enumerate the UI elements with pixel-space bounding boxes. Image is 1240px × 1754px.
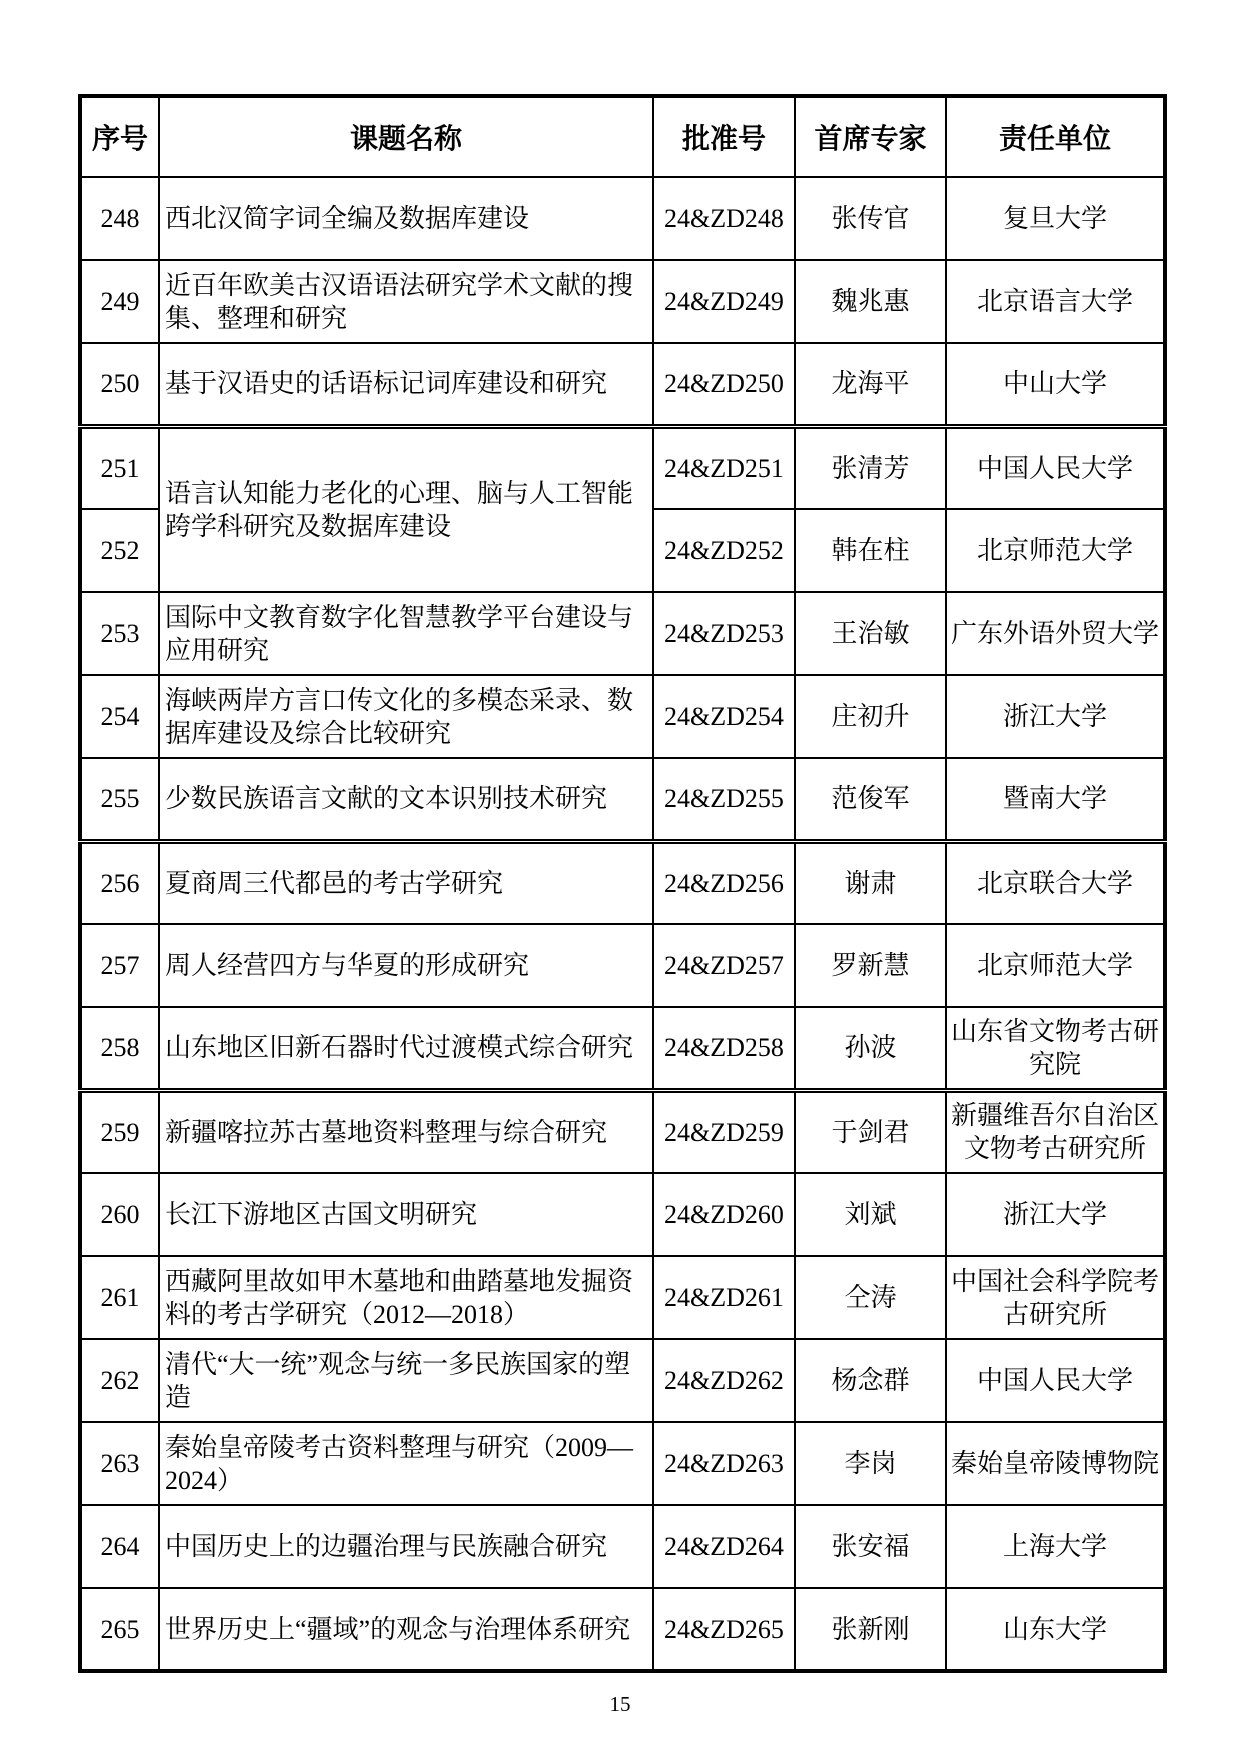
cell-grant-number: 24&ZD248 — [653, 177, 795, 260]
cell-chief-expert: 龙海平 — [795, 343, 946, 426]
cell-responsible-org: 浙江大学 — [946, 1173, 1165, 1256]
cell-grant-number: 24&ZD259 — [653, 1090, 795, 1173]
cell-responsible-org: 北京师范大学 — [946, 509, 1165, 592]
header-responsible-org: 责任单位 — [946, 96, 1165, 177]
cell-serial-number: 260 — [80, 1173, 159, 1256]
cell-grant-number: 24&ZD262 — [653, 1339, 795, 1422]
header-project-title: 课题名称 — [159, 96, 653, 177]
cell-responsible-org: 中国人民大学 — [946, 1339, 1165, 1422]
cell-serial-number: 249 — [80, 260, 159, 343]
cell-grant-number: 24&ZD255 — [653, 758, 795, 841]
cell-project-title: 周人经营四方与华夏的形成研究 — [159, 924, 653, 1007]
grant-project-table — [78, 94, 1167, 1673]
table-row — [80, 675, 1165, 758]
cell-serial-number: 256 — [80, 841, 159, 924]
cell-responsible-org: 暨南大学 — [946, 758, 1165, 841]
cell-serial-number: 253 — [80, 592, 159, 675]
cell-responsible-org: 北京语言大学 — [946, 260, 1165, 343]
table-row — [80, 1505, 1165, 1588]
cell-serial-number: 263 — [80, 1422, 159, 1505]
table-row — [80, 758, 1165, 841]
cell-project-title: 西北汉简字词全编及数据库建设 — [159, 177, 653, 260]
table-row — [80, 1256, 1165, 1339]
cell-grant-number: 24&ZD249 — [653, 260, 795, 343]
cell-project-title: 语言认知能力老化的心理、脑与人工智能跨学科研究及数据库建设 — [159, 426, 653, 592]
cell-chief-expert: 张清芳 — [795, 426, 946, 509]
cell-project-title: 清代“大一统”观念与统一多民族国家的塑造 — [159, 1339, 653, 1422]
table-body — [80, 177, 1165, 1671]
cell-chief-expert: 刘斌 — [795, 1173, 946, 1256]
cell-chief-expert: 仝涛 — [795, 1256, 946, 1339]
cell-responsible-org: 新疆维吾尔自治区文物考古研究所 — [946, 1090, 1165, 1173]
cell-responsible-org: 中国人民大学 — [946, 426, 1165, 509]
cell-chief-expert: 谢肃 — [795, 841, 946, 924]
cell-serial-number: 257 — [80, 924, 159, 1007]
table-row — [80, 924, 1165, 1007]
cell-chief-expert: 李岗 — [795, 1422, 946, 1505]
cell-project-title: 山东地区旧新石器时代过渡模式综合研究 — [159, 1007, 653, 1090]
cell-project-title: 世界历史上“疆域”的观念与治理体系研究 — [159, 1588, 653, 1671]
cell-chief-expert: 张传官 — [795, 177, 946, 260]
header-serial-number: 序号 — [80, 96, 159, 177]
table-row — [80, 1339, 1165, 1422]
cell-project-title: 基于汉语史的话语标记词库建设和研究 — [159, 343, 653, 426]
cell-chief-expert: 张安福 — [795, 1505, 946, 1588]
cell-grant-number: 24&ZD257 — [653, 924, 795, 1007]
cell-grant-number: 24&ZD251 — [653, 426, 795, 509]
cell-grant-number: 24&ZD250 — [653, 343, 795, 426]
cell-grant-number: 24&ZD261 — [653, 1256, 795, 1339]
cell-grant-number: 24&ZD265 — [653, 1588, 795, 1671]
cell-serial-number: 259 — [80, 1090, 159, 1173]
table-row — [80, 343, 1165, 426]
cell-grant-number: 24&ZD256 — [653, 841, 795, 924]
cell-project-title: 新疆喀拉苏古墓地资料整理与综合研究 — [159, 1090, 653, 1173]
table-row — [80, 1007, 1165, 1090]
cell-responsible-org: 上海大学 — [946, 1505, 1165, 1588]
cell-responsible-org: 中国社会科学院考古研究所 — [946, 1256, 1165, 1339]
table-row — [80, 260, 1165, 343]
cell-serial-number: 258 — [80, 1007, 159, 1090]
cell-grant-number: 24&ZD264 — [653, 1505, 795, 1588]
cell-grant-number: 24&ZD258 — [653, 1007, 795, 1090]
cell-chief-expert: 罗新慧 — [795, 924, 946, 1007]
cell-project-title: 长江下游地区古国文明研究 — [159, 1173, 653, 1256]
table-row — [80, 1588, 1165, 1671]
header-chief-expert: 首席专家 — [795, 96, 946, 177]
cell-grant-number: 24&ZD254 — [653, 675, 795, 758]
cell-responsible-org: 北京师范大学 — [946, 924, 1165, 1007]
table-header — [80, 96, 1165, 177]
cell-serial-number: 252 — [80, 509, 159, 592]
cell-responsible-org: 山东大学 — [946, 1588, 1165, 1671]
cell-grant-number: 24&ZD260 — [653, 1173, 795, 1256]
cell-serial-number: 254 — [80, 675, 159, 758]
cell-chief-expert: 韩在柱 — [795, 509, 946, 592]
table-row — [80, 1173, 1165, 1256]
cell-serial-number: 255 — [80, 758, 159, 841]
cell-project-title: 中国历史上的边疆治理与民族融合研究 — [159, 1505, 653, 1588]
cell-responsible-org: 北京联合大学 — [946, 841, 1165, 924]
page-number: 15 — [609, 1692, 631, 1716]
cell-chief-expert: 范俊军 — [795, 758, 946, 841]
cell-serial-number: 262 — [80, 1339, 159, 1422]
cell-serial-number: 250 — [80, 343, 159, 426]
cell-responsible-org: 复旦大学 — [946, 177, 1165, 260]
cell-serial-number: 251 — [80, 426, 159, 509]
cell-chief-expert: 孙波 — [795, 1007, 946, 1090]
header-row — [80, 96, 1165, 177]
cell-responsible-org: 广东外语外贸大学 — [946, 592, 1165, 675]
cell-responsible-org: 浙江大学 — [946, 675, 1165, 758]
cell-chief-expert: 魏兆惠 — [795, 260, 946, 343]
cell-chief-expert: 王治敏 — [795, 592, 946, 675]
table-row — [80, 426, 1165, 509]
cell-project-title: 海峡两岸方言口传文化的多模态采录、数据库建设及综合比较研究 — [159, 675, 653, 758]
cell-project-title: 秦始皇帝陵考古资料整理与研究（2009—2024） — [159, 1422, 653, 1505]
cell-project-title: 西藏阿里故如甲木墓地和曲踏墓地发掘资料的考古学研究（2012—2018） — [159, 1256, 653, 1339]
cell-responsible-org: 中山大学 — [946, 343, 1165, 426]
cell-grant-number: 24&ZD252 — [653, 509, 795, 592]
table-row — [80, 841, 1165, 924]
header-grant-number: 批准号 — [653, 96, 795, 177]
cell-chief-expert: 庄初升 — [795, 675, 946, 758]
cell-serial-number: 248 — [80, 177, 159, 260]
cell-project-title: 近百年欧美古汉语语法研究学术文献的搜集、整理和研究 — [159, 260, 653, 343]
cell-chief-expert: 张新刚 — [795, 1588, 946, 1671]
cell-responsible-org: 秦始皇帝陵博物院 — [946, 1422, 1165, 1505]
table-row — [80, 1422, 1165, 1505]
cell-project-title: 国际中文教育数字化智慧教学平台建设与应用研究 — [159, 592, 653, 675]
cell-grant-number: 24&ZD253 — [653, 592, 795, 675]
cell-responsible-org: 山东省文物考古研究院 — [946, 1007, 1165, 1090]
cell-chief-expert: 于剑君 — [795, 1090, 946, 1173]
cell-chief-expert: 杨念群 — [795, 1339, 946, 1422]
cell-grant-number: 24&ZD263 — [653, 1422, 795, 1505]
table-row — [80, 1090, 1165, 1173]
cell-project-title: 少数民族语言文献的文本识别技术研究 — [159, 758, 653, 841]
cell-serial-number: 264 — [80, 1505, 159, 1588]
cell-project-title: 夏商周三代都邑的考古学研究 — [159, 841, 653, 924]
cell-serial-number: 265 — [80, 1588, 159, 1671]
cell-serial-number: 261 — [80, 1256, 159, 1339]
table-row — [80, 592, 1165, 675]
table-row — [80, 177, 1165, 260]
